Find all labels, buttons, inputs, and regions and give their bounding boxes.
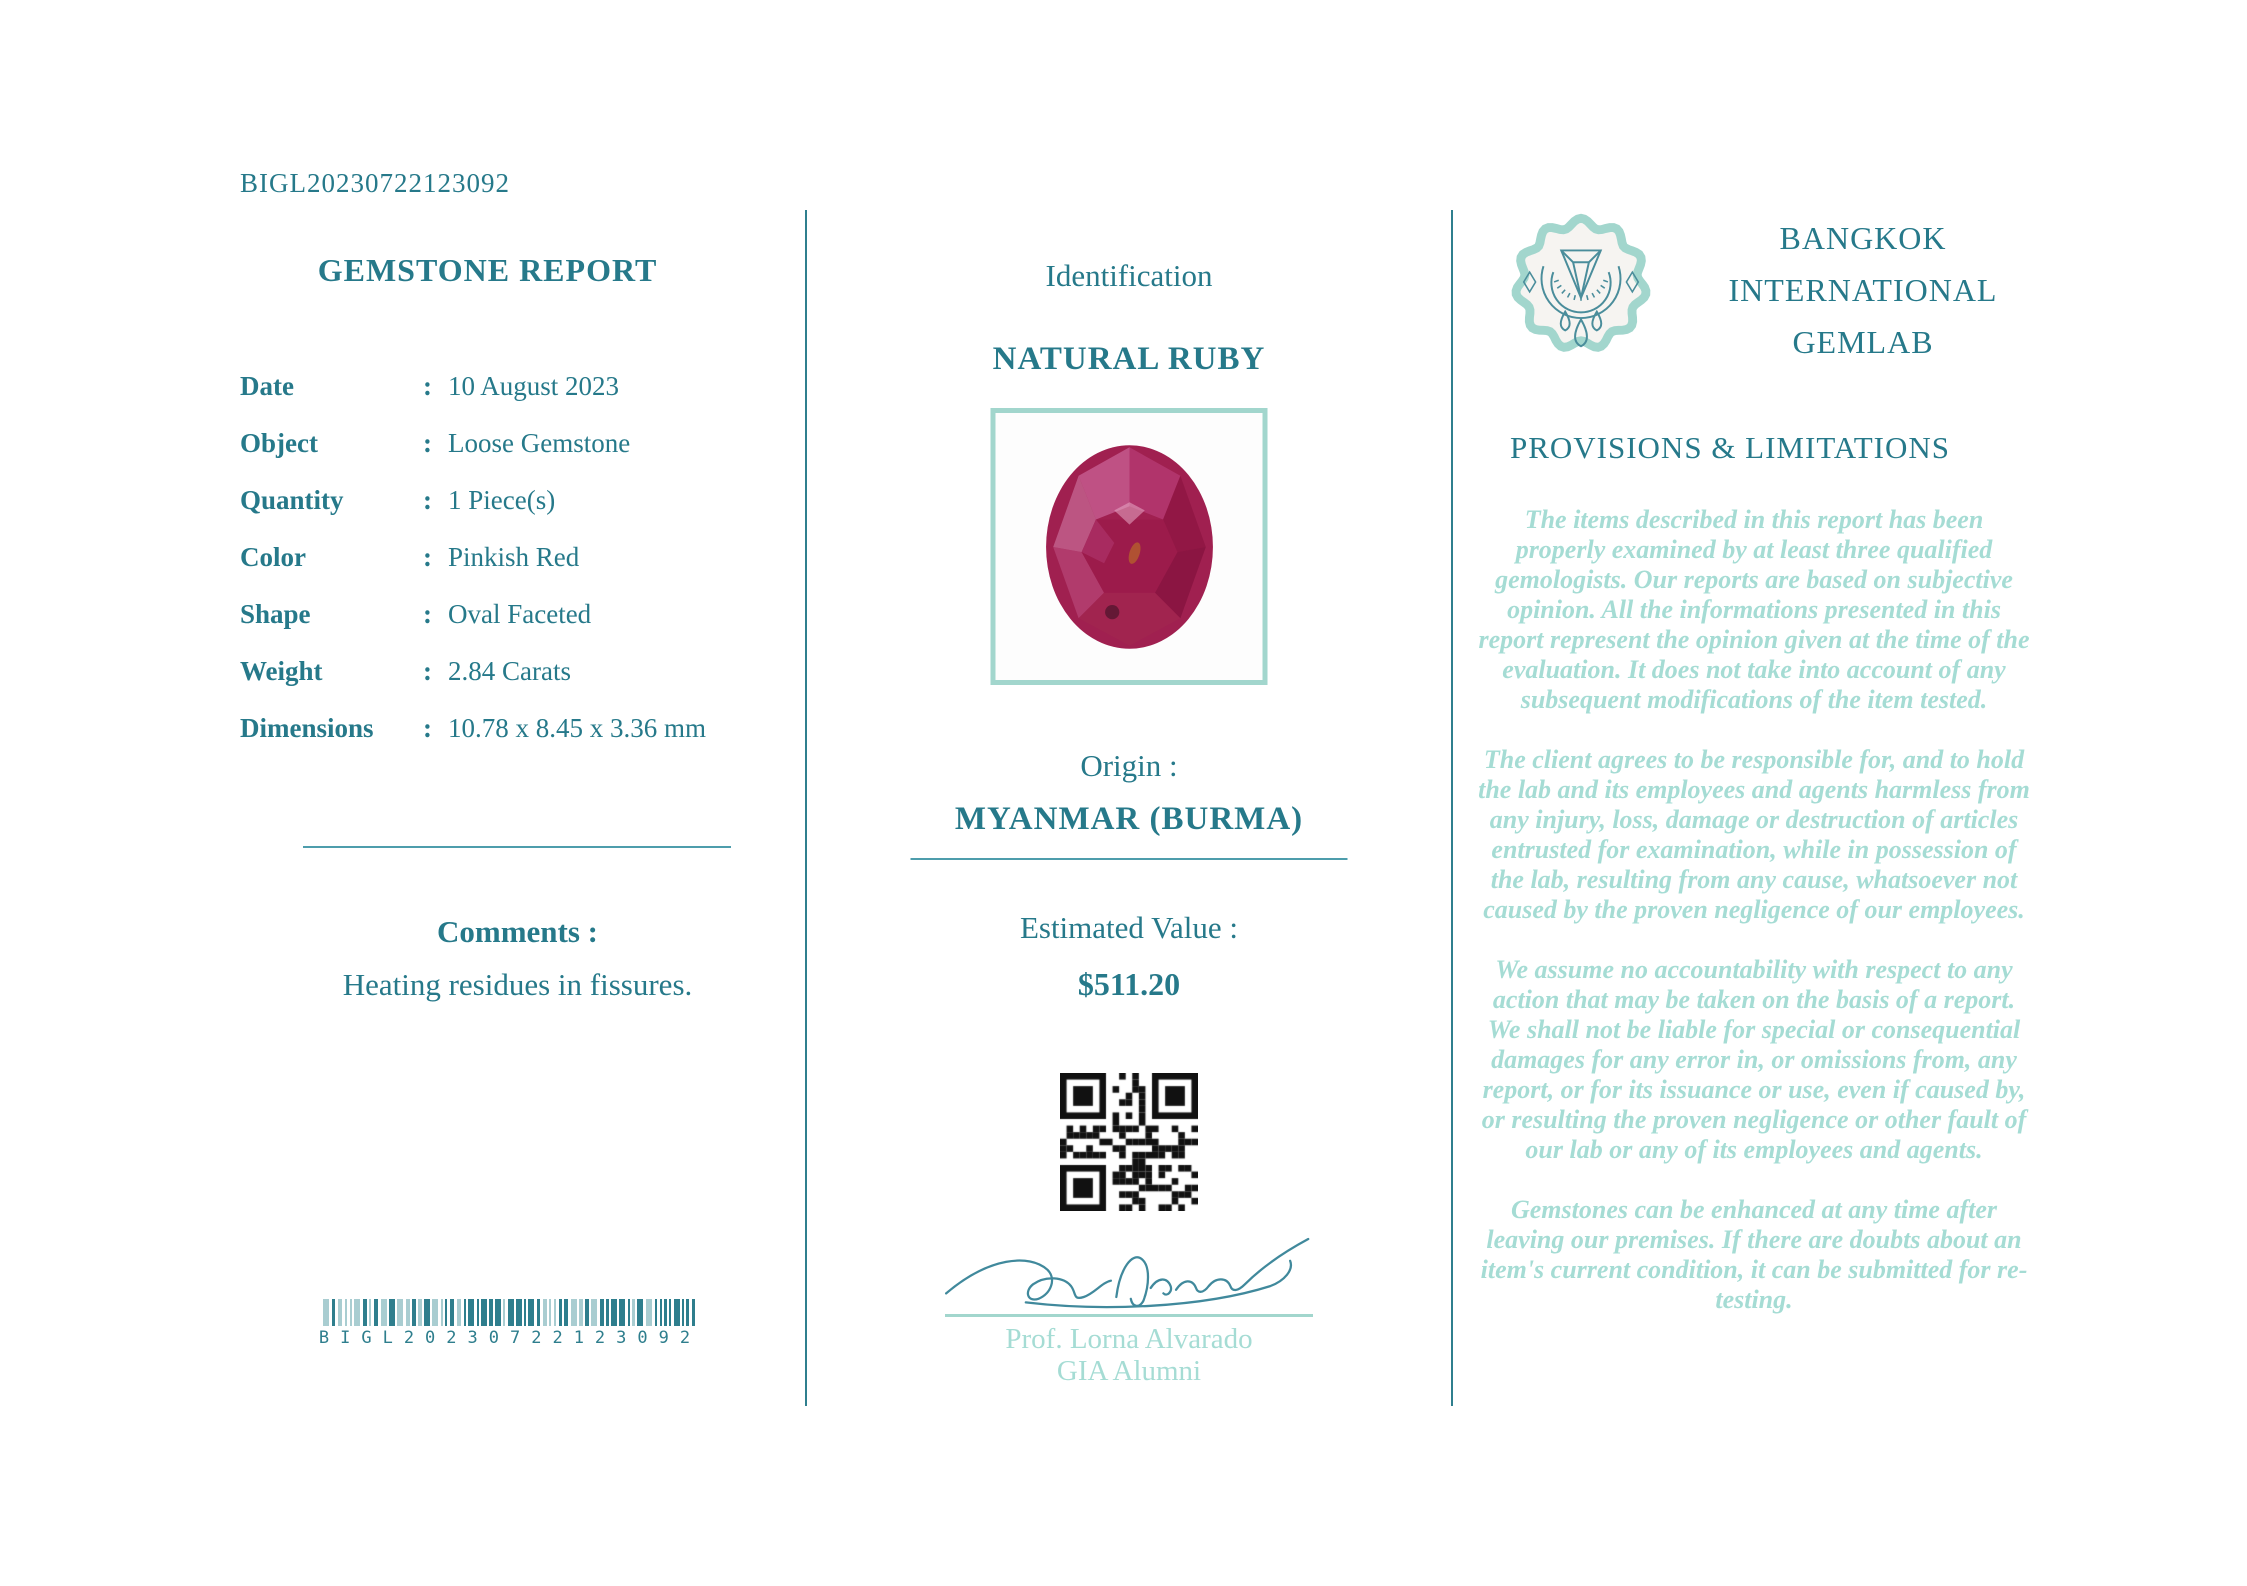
field-label: Shape bbox=[240, 599, 311, 629]
barcode-bar bbox=[564, 1299, 568, 1326]
barcode-bar bbox=[637, 1299, 643, 1326]
barcode-bar bbox=[516, 1299, 522, 1326]
identification-column bbox=[852, 0, 1406, 1586]
field-colon: : bbox=[423, 656, 432, 686]
signatory-credential: GIA Alumni bbox=[1056, 1355, 1202, 1387]
barcode-bar bbox=[457, 1299, 461, 1326]
table-row bbox=[240, 370, 800, 402]
field-label: Quantity bbox=[240, 485, 344, 515]
barcode-bar bbox=[619, 1299, 625, 1326]
barcode-text: BIGL20230722123092 bbox=[318, 1328, 702, 1348]
barcode-bar bbox=[354, 1299, 360, 1326]
barcode-bar bbox=[412, 1299, 416, 1326]
barcode-bar bbox=[441, 1299, 443, 1326]
barcode-bar bbox=[686, 1299, 689, 1326]
barcode-bar bbox=[524, 1299, 526, 1326]
barcode-bar bbox=[381, 1299, 387, 1326]
barcode-bar bbox=[559, 1299, 562, 1326]
report-title: GEMSTONE REPORT bbox=[317, 252, 658, 288]
barcode-bar bbox=[537, 1299, 540, 1326]
field-label: Weight bbox=[240, 656, 323, 686]
barcode-bar bbox=[591, 1299, 597, 1326]
provisions-paragraph: Gemstones can be enhanced at any time after leaving our premises. If there are doubts about an item's current condition, it can be submitted for re-testing. bbox=[1480, 1195, 2028, 1314]
barcode-bar bbox=[477, 1299, 479, 1326]
provisions-paragraph: The client agrees to be responsible for, and to hold the lab and its employees and agents harmless from any injury, loss, damage or destruction of articles entrusted for examination, while in possession of the lab, resulting from any cause, whatsoever not caused by the proven negligence of our employees. bbox=[1478, 745, 2030, 924]
signatory-name: Prof. Lorna Alvarado bbox=[1005, 1323, 1253, 1355]
comments-section bbox=[240, 914, 795, 1003]
barcode-bar bbox=[424, 1299, 430, 1326]
field-value: 10.78 x 8.45 x 3.36 mm bbox=[448, 713, 707, 743]
barcode-bar bbox=[606, 1299, 609, 1326]
barcode-bar bbox=[445, 1299, 447, 1326]
table-row bbox=[240, 541, 800, 573]
column-divider-left bbox=[805, 210, 807, 1406]
horizontal-divider bbox=[911, 858, 1348, 860]
field-colon: : bbox=[423, 713, 432, 743]
horizontal-divider bbox=[303, 846, 731, 848]
field-label: Dimensions bbox=[240, 713, 374, 743]
barcode-bar bbox=[579, 1299, 583, 1326]
barcode-bar bbox=[549, 1299, 551, 1326]
gem-attributes-table bbox=[240, 370, 800, 769]
barcode-bar bbox=[554, 1299, 556, 1326]
species-name: NATURAL RUBY bbox=[992, 341, 1266, 377]
barcode-bar bbox=[655, 1299, 657, 1326]
barcode-bar bbox=[450, 1299, 454, 1326]
field-value: 10 August 2023 bbox=[448, 371, 620, 401]
provisions-heading: PROVISIONS & LIMITATIONS bbox=[1509, 430, 1951, 465]
barcode-bar bbox=[628, 1299, 630, 1326]
barcode-bar bbox=[489, 1299, 493, 1326]
origin-heading: Origin : bbox=[1080, 748, 1178, 783]
barcode-bar bbox=[323, 1299, 329, 1326]
origin-value: MYANMAR (BURMA) bbox=[954, 801, 1304, 837]
table-row bbox=[240, 655, 800, 687]
field-label: Color bbox=[240, 542, 306, 572]
estimated-value-heading: Estimated Value : bbox=[1019, 910, 1239, 945]
barcode-bar bbox=[468, 1299, 474, 1326]
field-value: 2.84 Carats bbox=[448, 656, 571, 686]
signature bbox=[934, 1230, 1324, 1316]
barcode-bar bbox=[664, 1299, 667, 1326]
field-colon: : bbox=[423, 371, 432, 401]
field-label: Object bbox=[240, 428, 318, 458]
field-label: Date bbox=[240, 371, 294, 401]
barcode-bar bbox=[350, 1299, 352, 1326]
field-value: Loose Gemstone bbox=[448, 428, 631, 458]
barcode-bar bbox=[338, 1299, 342, 1326]
table-row bbox=[240, 598, 800, 630]
field-colon: : bbox=[423, 485, 432, 515]
lab-logo bbox=[1502, 203, 1660, 365]
barcode-bar bbox=[543, 1299, 547, 1326]
barcode-bar bbox=[418, 1299, 422, 1326]
table-row bbox=[240, 484, 800, 516]
barcode-bar bbox=[600, 1299, 604, 1326]
provisions-paragraph: The items described in this report has been properly examined by at least three qualified gemologists. Our reports are based on subjective opinion. All the informations presented in this report represent the opinion given at the time of the evaluation. It does not take into account of any subsequent modifications of the item tested. bbox=[1478, 505, 2030, 714]
field-colon: : bbox=[423, 428, 432, 458]
lab-name-line: INTERNATIONAL bbox=[1728, 272, 1998, 308]
signature-line bbox=[945, 1314, 1313, 1317]
barcode-bar bbox=[611, 1299, 617, 1326]
barcode-bar bbox=[332, 1299, 335, 1326]
qr-code bbox=[1060, 1073, 1198, 1211]
barcode-bar bbox=[692, 1299, 695, 1326]
barcode-bar bbox=[669, 1299, 671, 1326]
comments-text: Heating residues in fissures. bbox=[342, 967, 693, 1002]
barcode-bar bbox=[432, 1299, 438, 1326]
barcode-bar bbox=[660, 1299, 662, 1326]
barcode-bar bbox=[682, 1299, 684, 1326]
provisions-paragraph: We assume no accountability with respect to any action that may be taken on the basis of a report. We shall not be liable for special or consequential damages for any error in, or omissions from, any report, or for its issuance or use, even if caused by, or resulting the proven negligence or other fault of our lab or any of its employees and agents. bbox=[1481, 955, 2027, 1164]
table-row bbox=[240, 712, 800, 744]
barcode-bar bbox=[646, 1299, 652, 1326]
comments-heading: Comments : bbox=[437, 914, 598, 949]
report-number: BIGL20230722123092 bbox=[240, 168, 510, 198]
barcode-bar bbox=[397, 1299, 403, 1326]
field-value: 1 Piece(s) bbox=[448, 485, 556, 515]
barcode-bar bbox=[674, 1299, 680, 1326]
field-value: Oval Faceted bbox=[448, 599, 592, 629]
barcode-bar bbox=[345, 1299, 347, 1326]
gemstone-photo-frame bbox=[991, 408, 1268, 685]
barcode-bar bbox=[528, 1299, 534, 1326]
lab-name-line: BANGKOK bbox=[1779, 220, 1947, 256]
barcode-bar bbox=[406, 1299, 410, 1326]
barcode-bar bbox=[481, 1299, 487, 1326]
barcode bbox=[318, 1299, 702, 1348]
identification-heading: Identification bbox=[1045, 258, 1213, 293]
lab-name-line: GEMLAB bbox=[1792, 324, 1934, 360]
field-value: Pinkish Red bbox=[448, 542, 580, 572]
barcode-bar bbox=[464, 1299, 466, 1326]
table-row bbox=[240, 427, 800, 459]
barcode-bar bbox=[571, 1299, 577, 1326]
barcode-bar bbox=[369, 1299, 371, 1326]
barcode-bar bbox=[503, 1299, 505, 1326]
barcode-bar bbox=[363, 1299, 367, 1326]
column-divider-right bbox=[1451, 210, 1453, 1406]
barcode-bar bbox=[389, 1299, 395, 1326]
barcode-bar bbox=[585, 1299, 589, 1326]
field-colon: : bbox=[423, 542, 432, 572]
provisions-text bbox=[1478, 505, 2030, 1345]
lab-name bbox=[1698, 212, 2028, 368]
estimated-value: $511.20 bbox=[1077, 966, 1181, 1002]
barcode-bar bbox=[495, 1299, 501, 1326]
barcode-bars bbox=[318, 1299, 702, 1326]
field-colon: : bbox=[423, 599, 432, 629]
barcode-bar bbox=[374, 1299, 378, 1326]
gemstone-photo bbox=[1031, 431, 1227, 663]
barcode-bar bbox=[508, 1299, 514, 1326]
barcode-bar bbox=[632, 1299, 635, 1326]
